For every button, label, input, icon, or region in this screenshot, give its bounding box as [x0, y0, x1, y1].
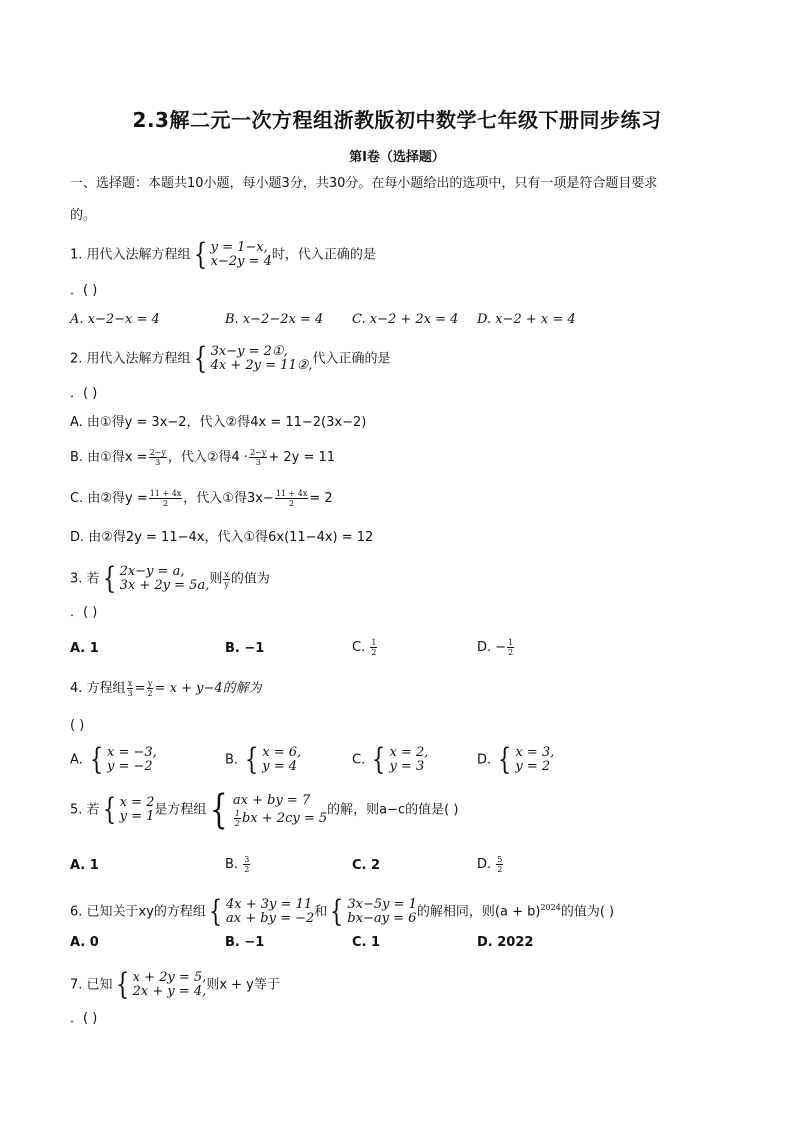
question-2-option-c[interactable]: C. 由②得y = $\frac{11 + 4x}{2}$ ，代入①得3x− $\frac{11 + 4x}{2}$ = 2 [70, 489, 333, 508]
fraction: $\frac{1}{2}$ [234, 809, 240, 828]
fraction: $\frac{y}{2}$ [147, 679, 153, 698]
fraction: $\frac{x}{y}$ [224, 569, 229, 589]
question-2-option-a[interactable]: A. 由①得y = 3x−2，代入②得4x = 11−2(3x−2) [70, 415, 367, 430]
question-7-stem: 7. 已知 { x + 2y = 5, 2x + y = 4, 则x + y等于 [70, 967, 280, 1002]
equation-system: { 4x + 3y = 11 ax + by = −2 [208, 894, 315, 929]
page-title: 2.3解二元一次方程组浙教版初中数学七年级下册同步练习 [132, 108, 662, 132]
equation-system: { x = 6, y = 4 [245, 742, 302, 777]
question-3-option-a[interactable]: A. 1 [70, 641, 99, 656]
question-3-option-c[interactable]: C. $\frac{1}{2}$ [352, 638, 377, 657]
fraction: $\frac{11 + 4x}{2}$ [149, 489, 182, 508]
question-5-option-c[interactable]: C. 2 [352, 858, 381, 873]
question-3-option-d[interactable]: D. − $\frac{1}{2}$ [477, 638, 514, 657]
fraction: $\frac{1}{2}$ [508, 638, 514, 657]
question-7-answer-paren: ．( ) [70, 1011, 98, 1026]
fraction: $\frac{1}{2}$ [371, 638, 377, 657]
question-5-stem: 5. 若 { x = 2 y = 1 是方程组 { ax + by = 7 $\frac{1}{2}$ bx + 2cy = 5 的解，则a−c的值是( ) [70, 787, 459, 833]
fraction: $\frac{2-y}{3}$ [149, 448, 166, 467]
question-1-option-c[interactable]: C. x−2 + 2x = 4 [352, 312, 459, 327]
question-1-option-a[interactable]: A. x−2−x = 4 [70, 312, 160, 327]
question-6-option-a[interactable]: A. 0 [70, 935, 99, 950]
question-1-option-b[interactable]: B. x−2−2x = 4 [225, 312, 324, 327]
section-instructions-line2: 的。 [70, 208, 97, 223]
question-3-stem: 3. 若 { 2x−y = a, 3x + 2y = 5a, 则 $\frac{x}{y}$ 的值为 [70, 561, 270, 596]
question-5-option-b[interactable]: B. $\frac{3}{2}$ [225, 855, 250, 874]
equation-system: { 2x−y = a, 3x + 2y = 5a, [102, 561, 210, 596]
question-2-option-b[interactable]: B. 由①得x = $\frac{2-y}{3}$ ，代入②得4 · $\frac{2-y}{3}$ + 2y = 11 [70, 448, 336, 467]
equation-system: { ax + by = 7 $\frac{1}{2}$ bx + 2cy = 5 [210, 787, 328, 833]
question-1-stem: 1. 用代入法解方程组 { y = 1−x, x−2y = 4 时，代入正确的是 [70, 237, 376, 272]
fraction: $\frac{11 + 4x}{2}$ [275, 489, 308, 508]
question-4-option-d[interactable]: D. { x = 3, y = 2 [477, 742, 555, 777]
equation-system: { y = 1−x, x−2y = 4 [193, 237, 272, 272]
equation-system: { x = 2, y = 3 [372, 742, 429, 777]
question-5-option-a[interactable]: A. 1 [70, 858, 99, 873]
question-6-option-b[interactable]: B. −1 [225, 935, 265, 950]
fraction: $\frac{5}{2}$ [497, 855, 503, 874]
question-3-option-b[interactable]: B. −1 [225, 641, 265, 656]
equation-system: { x = 3, y = 2 [498, 742, 555, 777]
question-1-answer-paren: ．( ) [70, 283, 98, 298]
fraction: $\frac{2-y}{3}$ [250, 448, 267, 467]
question-4-option-a[interactable]: A. { x = −3, y = −2 [70, 742, 157, 777]
equation-system: { x = −3, y = −2 [89, 742, 157, 777]
question-4-answer-paren: ( ) [70, 718, 85, 733]
question-4-option-c[interactable]: C. { x = 2, y = 3 [352, 742, 429, 777]
equation-system: { x = 2 y = 1 [102, 792, 155, 827]
equation-system: { 3x−5y = 1 bx−ay = 6 [330, 894, 417, 929]
fraction: $\frac{x}{3}$ [127, 679, 133, 698]
equation-system: { 3x−y = 2①, 4x + 2y = 11②, [193, 341, 313, 376]
question-2-answer-paren: ．( ) [70, 386, 98, 401]
question-1-option-d[interactable]: D. x−2 + x = 4 [477, 312, 576, 327]
question-2-option-d[interactable]: D. 由②得2y = 11−4x，代入①得6x(11−4x) = 12 [70, 530, 374, 545]
question-2-stem: 2. 用代入法解方程组 { 3x−y = 2①, 4x + 2y = 11②, 代入正确的是 [70, 341, 391, 376]
question-6-option-d[interactable]: D. 2022 [477, 935, 534, 950]
question-6-stem: 6. 已知关于xy的方程组 { 4x + 3y = 11 ax + by = −2 和 { 3x−5y = 1 bx−ay = 6 的解相同，则$(a + b)^{2024}$的值为( ) [70, 894, 615, 929]
question-3-answer-paren: ．( ) [70, 605, 98, 620]
question-6-option-c[interactable]: C. 1 [352, 935, 381, 950]
section-subtitle: 第I卷（选择题） [349, 150, 445, 165]
question-5-option-d[interactable]: D. $\frac{5}{2}$ [477, 855, 503, 874]
fraction: $\frac{3}{2}$ [244, 855, 250, 874]
question-4-stem: 4. 方程组 $\frac{x}{3}$ = $\frac{y}{2}$ = x + y−4的解为 [70, 679, 262, 698]
section-instructions-line1: 一、选择题：本题共10小题，每小题3分，共30分。在每小题给出的选项中，只有一项是符合题目要求 [70, 176, 658, 191]
question-4-option-b[interactable]: B. { x = 6, y = 4 [225, 742, 302, 777]
equation-system: { x + 2y = 5, 2x + y = 4, [115, 967, 207, 1002]
